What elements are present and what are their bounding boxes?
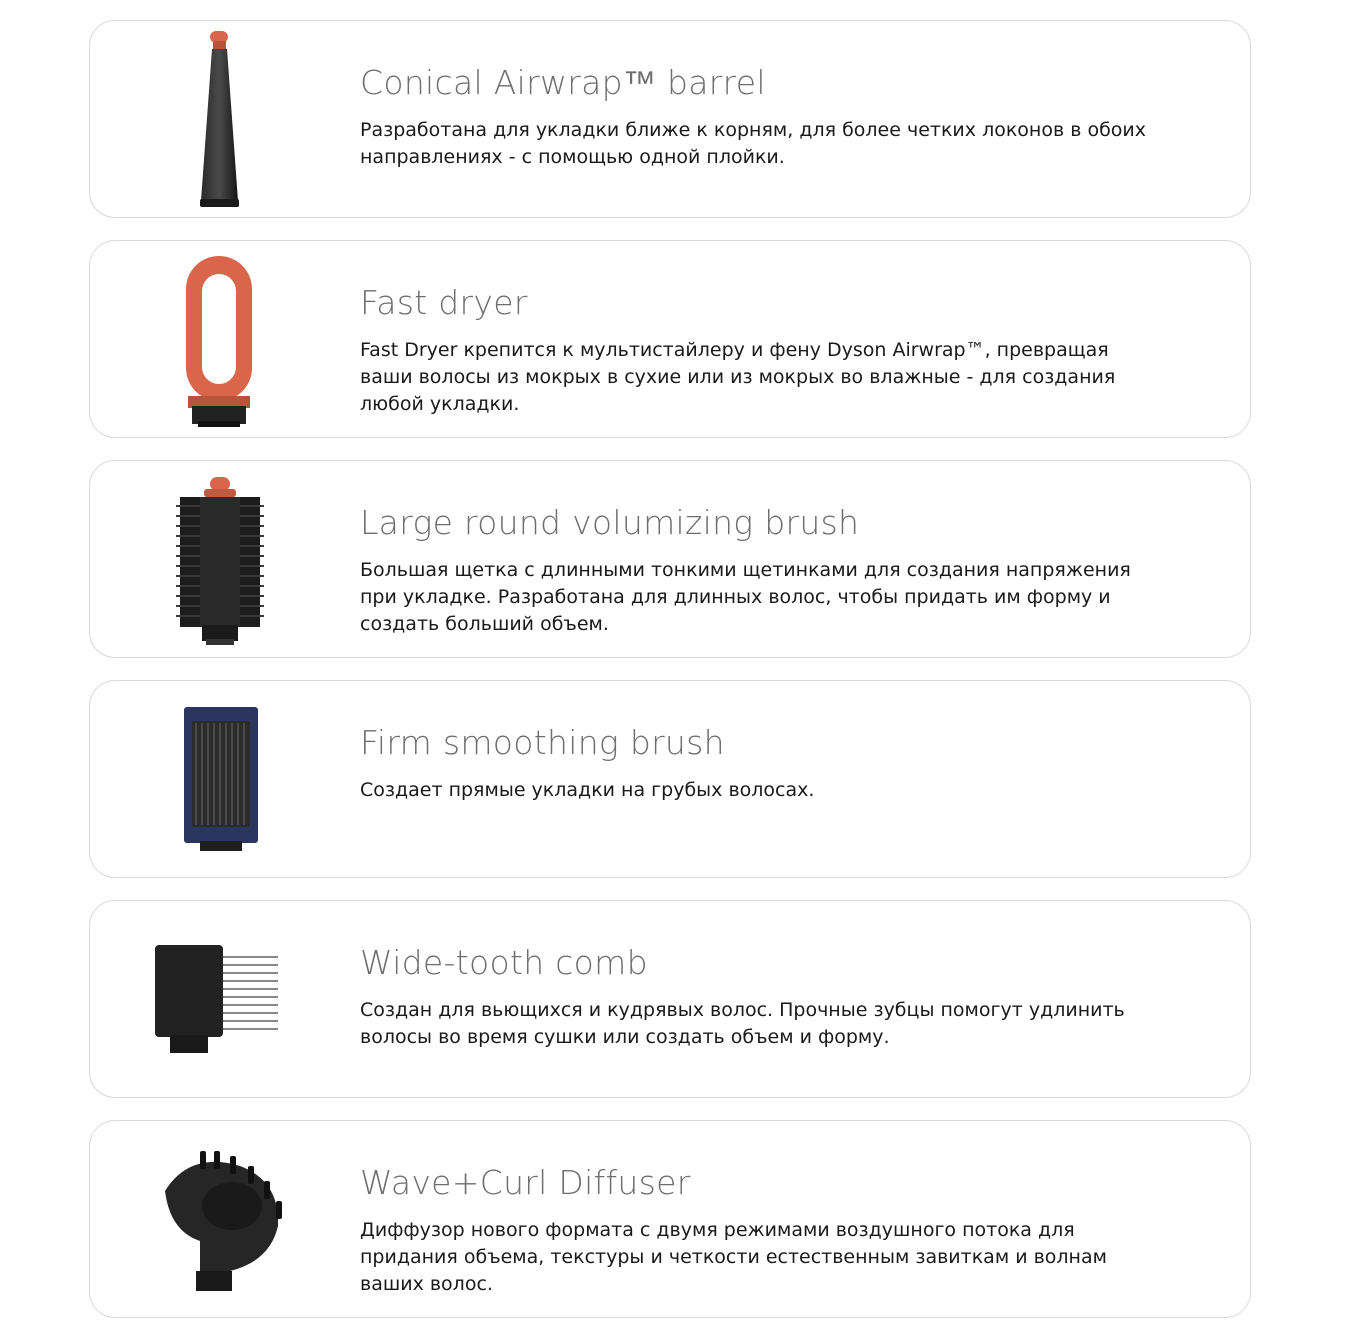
product-card-conical-barrel (89, 20, 1251, 218)
smoothing-brush-icon (130, 681, 310, 879)
product-description: Разработана для укладки ближе к корням, для более четких локонов в обоих направлениях - с помощью одной плойки. (360, 119, 1147, 168)
product-card-fast-dryer (89, 240, 1251, 438)
product-title: Large round volumizing brush (360, 503, 860, 542)
diffuser-icon (130, 1121, 310, 1319)
product-description: Создан для вьющихся и кудрявых волос. Прочные зубцы помогут удлинить волосы во время сушки или создать объем и форму. (360, 999, 1125, 1048)
product-title: Wave+Curl Diffuser (360, 1163, 691, 1202)
product-title: Wide-tooth comb (360, 943, 648, 982)
wide-tooth-comb-icon (130, 901, 310, 1099)
round-brush-icon (130, 461, 310, 659)
product-description: Большая щетка с длинными тонкими щетинками для создания напряжения при укладке. Разработана для длинных волос, чтобы придать им форму и создать больший объем. (360, 559, 1131, 635)
product-description: Диффузор нового формата с двумя режимами воздушного потока для придания объема, текстуры и четкости естественным завиткам и волнам ваших волос. (360, 1219, 1107, 1295)
product-title: Fast dryer (360, 283, 528, 322)
product-card-smoothing-brush (89, 680, 1251, 878)
product-card-round-brush (89, 460, 1251, 658)
product-card-wide-tooth-comb (89, 900, 1251, 1098)
product-card-diffuser (89, 1120, 1251, 1318)
fast-dryer-icon (130, 241, 310, 439)
product-description: Fast Dryer крепится к мультистайлеру и фену Dyson Airwrap™, превращая ваши волосы из мокрых в сухие или из мокрых во влажные - для создания любой укладки. (360, 339, 1116, 415)
conical-barrel-icon (130, 21, 310, 219)
product-title: Firm smoothing brush (360, 723, 725, 762)
product-description: Создает прямые укладки на грубых волосах. (360, 779, 815, 801)
product-title: Conical Airwrap™ barrel (360, 63, 766, 102)
